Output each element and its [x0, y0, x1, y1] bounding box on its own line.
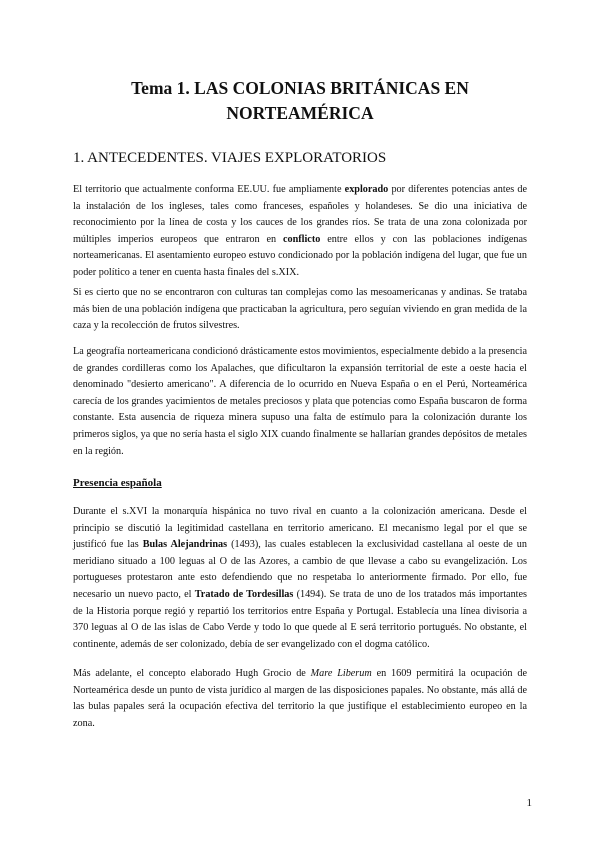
paragraph-text: en 1609 permitirá la ocupación de Norteamérica desde un punto de vista jurídico al margen de las disposiciones papales. No obstante, más allá de las bulas papales será la ocupación efectiva del territorio la que justifique el establecimiento europeo en la zona. [73, 668, 527, 729]
paragraph-indigenous: Si es cierto que no se encontraron con culturas tan complejas como las mesoamericanas y andinas. Se trataba más bien de una población indígena que practicaban la agricultura, pero seguían viviendo en gran medida de la caza y la recolección de frutos silvestres. [73, 287, 527, 332]
bold-term: explorado [344, 184, 389, 195]
paragraph-mare-liberum [73, 666, 527, 732]
page-number: 1 [526, 797, 532, 809]
paragraph-text: por diferentes potencias antes de la instalación de los ingleses, tales como franceses, españoles y holandeses. Se dio una iniciativa de reconocimiento por la línea de costa y los cauces de los grandes ríos. Se trata de una zona colonizada por múltiples imperios europeos que entraron en [73, 184, 528, 245]
bold-term: conflicto [282, 233, 321, 245]
title-line-2: NORTEAMÉRICA [226, 103, 374, 123]
section-heading: 1. ANTECEDENTES. VIAJES EXPLORATORIOS [73, 150, 387, 166]
paragraph-exploration [73, 182, 527, 282]
paragraph-text: entre ellos y con las poblaciones indígenas norteamericanas. El asentamiento europeo estuvo condicionado por la población indígena del lugar, que fue un poder político a tener en cuenta hasta finales del s.XIX. [73, 233, 527, 278]
paragraph-spanish-presence [73, 504, 527, 653]
document-title [60, 76, 540, 126]
subsection-heading: Presencia española [73, 477, 162, 489]
title-line-1: Tema 1. LAS COLONIAS BRITÁNICAS EN [131, 78, 469, 98]
bold-term: Tratado de Tordesillas [194, 588, 294, 600]
paragraph-text: El territorio que actualmente conforma EE.UU. fue ampliamente [73, 184, 345, 195]
paragraph-geography: La geografía norteamericana condicionó drásticamente estos movimientos, especialmente debido a la presencia de grandes cordilleras como los Apalaches, que dificultaron la expansión territorial de este a oeste hacia el denominado "desierto americano". A diferencia de lo ocurrido en Nueva España o en el Perú, Norteamérica carecía de los grandes yacimientos de metales preciosos y plata que potencias como España buscaron de forma constante. Esta ausencia de riqueza minera supuso una falta de estímulo para la colonización durante los primeros siglos, ya que no sería hasta el siglo XIX cuando finalmente se hallarían grandes depósitos de metales en la región. [73, 346, 527, 457]
paragraph-text: (1493), las cuales establecen la exclusividad castellana al oeste de un meridiano situado a 100 leguas al O de las Azores, a cambio de que llevase a cabo su evangelización. Los portugueses protestaron ante esto defendiendo que no respetaba lo anteriormente firmado. Por ello, fue necesario un nuevo pacto, el [73, 539, 527, 600]
paragraph-text: (1494). Se trata de uno de los tratados más importantes de la Historia porque regió y repartió los territorios entre España y Portugal. Establecía una línea divisoria a 370 leguas al O de las islas de Cabo Verde y todo lo que quede al E será territorio portugués. No obstante, el continente, además de ser colonizado, debía de ser evangelizado con el dogma católico. [73, 588, 527, 650]
paragraph-text: Más adelante, el concepto elaborado Hugh Grocio de [73, 668, 311, 679]
paragraph-text: Durante el s.XVI la monarquía hispánica no tuvo rival en cuanto a la colonización americana. Desde el principio se discutió la legitimidad castellana en territorio americano. El mecanismo legal por el que se justificó fue las [73, 506, 527, 551]
italic-term: Mare Liberum [310, 668, 372, 679]
bold-term: Bulas Alejandrinas [142, 539, 228, 551]
